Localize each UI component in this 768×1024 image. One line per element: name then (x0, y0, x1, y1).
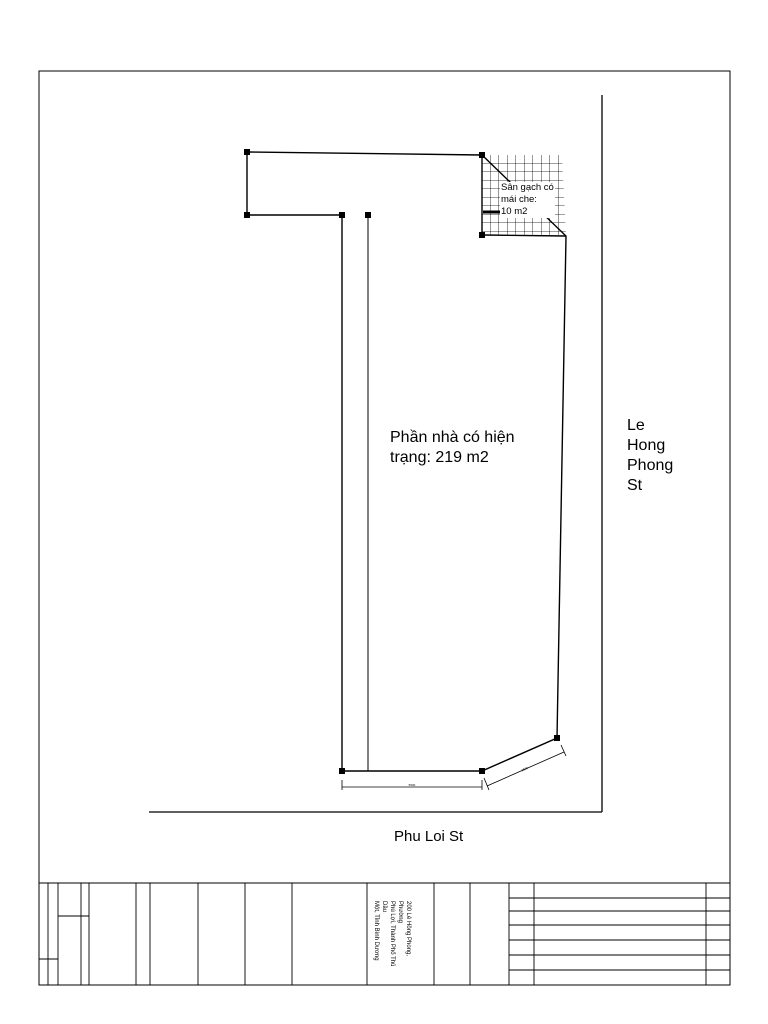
street-label-line: Le (627, 417, 645, 434)
vertex-marker (479, 768, 485, 774)
dimension-text-diagonal: 2500 (520, 765, 529, 773)
main-area-label (390, 428, 515, 468)
dimension-text-bottom: 5500 (408, 783, 416, 787)
vertex-marker (339, 768, 345, 774)
vertex-marker (479, 152, 485, 158)
street-label-line: St (627, 477, 643, 494)
vertex-marker (479, 232, 485, 238)
vertex-marker (365, 212, 371, 218)
porch-label-line: mái che: (501, 194, 537, 205)
vertex-marker (554, 735, 560, 741)
street-label-line: Hong (627, 437, 666, 454)
porch-label-line: 10 m2 (501, 206, 528, 217)
address-line: Một, Tỉnh Bình Dương (373, 901, 379, 961)
street-label-line: Phong (627, 457, 674, 474)
address-line: 200 Lê Hồng Phong, Phường (397, 901, 411, 957)
vertex-marker (244, 149, 250, 155)
street-label-right (627, 416, 673, 496)
main-area-label-line: Phần nhà có hiện (390, 429, 515, 446)
main-area-label-line: trạng: 219 m2 (390, 449, 489, 466)
porch-label-line: Sân gạch có (501, 182, 554, 193)
title-block-address (372, 901, 412, 975)
street-label-bottom: Phu Loi St (394, 828, 464, 845)
address-line: Phú Lợi, Thành Phố Thủ Dầu (381, 901, 395, 967)
vertex-marker (244, 212, 250, 218)
porch-area-label (500, 182, 555, 218)
sheet-border (39, 71, 730, 985)
vertex-marker (339, 212, 345, 218)
